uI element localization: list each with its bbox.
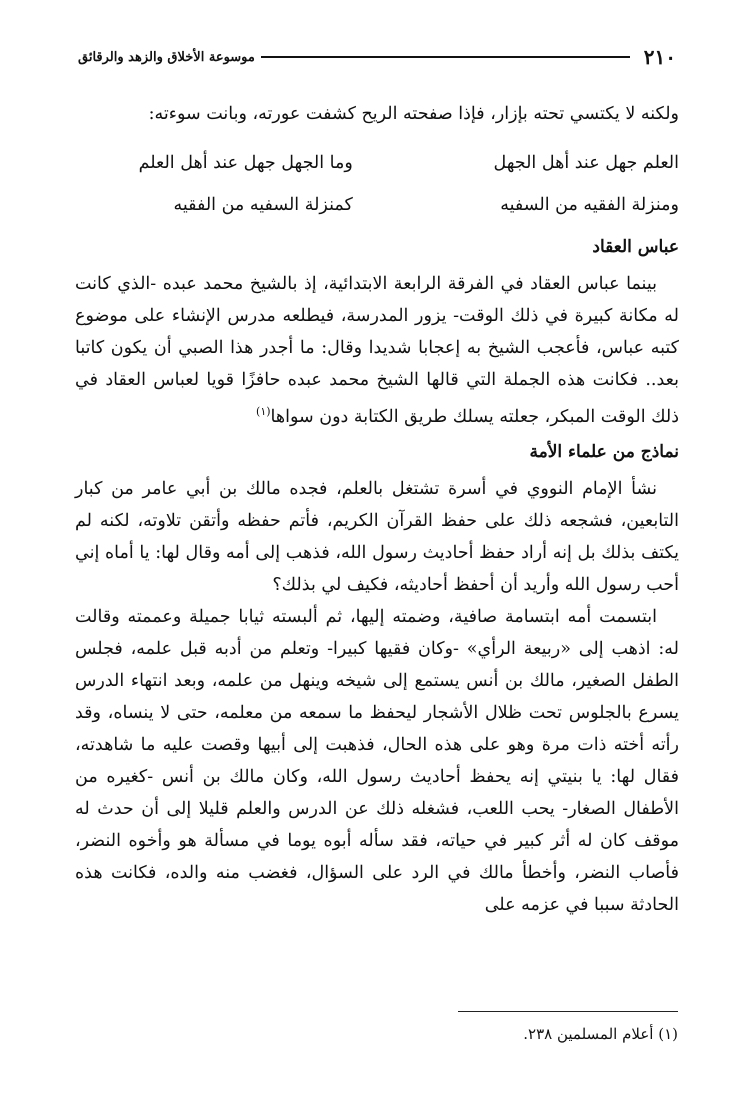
intro-line: ولكنه لا يكتسي تحته بإزار، فإذا صفحته الريح كشفت عورته، وبانت سوءته: (148, 104, 679, 124)
paragraph-aqqad (75, 268, 679, 433)
paragraph-nawawi: نشأ الإمام النووي في أسرة تشتغل بالعلم، فجده مالك بن أبي عامر من كبار التابعين، فشجعه ذلك على حفظ القرآن الكريم، فأتم حفظه وأتقن تلاوته، لكنه لم يكتف بذلك بل إنه أراد حفظ أحاديث رسول الله، فذهب إلى أمه وقال لها: يا أماه إني أحب رسول الله وأريد أن أحفظ أحاديثه، فكيف لي بذلك؟ (75, 478, 679, 595)
page-header (78, 44, 676, 70)
section-title-aqqad: عباس العقاد (592, 237, 679, 257)
paragraph-text: بينما عباس العقاد في الفرقة الرابعة الابتدائية، إذ بالشيخ محمد عبده -الذي كانت له مكانة كبيرة في ذلك الوقت- يزور المدرسة، فيطلعه مدرس الإنشاء على موضوع كتبه عباس، فأعجب الشيخ به إعجابا شديدا وقال: ما أجدر هذا الصبي أن يكون كاتبا بعد.. فكانت هذه الجملة التي قالها الشيخ محمد عبده حافزًا قويا لعباس العقاد في ذلك الوقت المبكر، جعلته يسلك طريق الكتابة دون سواها (75, 274, 679, 427)
footnote-rule (458, 1011, 678, 1012)
paragraph-malik: ابتسمت أمه ابتسامة صافية، وضمته إليها، ثم ألبسته ثيابا جميلة وعممته وقالت له: اذهب إلى «ربيعة الرأي» -وكان فقيها كبيرا- وتعلم من أدبه قبل علمه، فجلس الطفل الصغير، مالك بن أنس يستمع إلى شيخه وينهل من علمه، وبعد انتهاء الدرس يسرع بالجلوس تحت ظلال الأشجار ليحفظ ما سمعه من معلمه، حتى لا ينساه، وقد رأته أخته ذات مرة وهو على هذه الحال، فذهبت إلى أبيها وقصت عليه ما شاهدته، فقال لها: يا بنيتي إنه يحفظ أحاديث رسول الله، وكان مالك بن أنس -كغيره من الأطفال الصغار- يحب اللعب، فشغله ذلك عن الدرس والعلم قليلا إلى أن حدث له موقف كان له أثر كبير في حياته، فقد سأله أبوه يوما في مسألة هو وأخوه النضر، فأصاب النضر، وأخطأ مالك في الرد على السؤال، فغضب منه والده، فكانت هذه الحادثة سببا في عزمه على (75, 606, 679, 915)
verse-left-hemistich: كمنزلة السفيه من الفقيه (173, 195, 353, 215)
page-number: ٢١٠ (643, 45, 676, 69)
section-title-scholars: نماذج من علماء الأمة (529, 441, 679, 462)
footnote: (١) أعلام المسلمين ٢٣٨. (523, 1025, 678, 1043)
book-title: موسوعة الأخلاق والزهد والرقائق (78, 49, 255, 65)
page-body (75, 98, 679, 921)
verse-right-hemistich: ومنزلة الفقيه من السفيه (500, 195, 679, 215)
footnote-marker: (١) (256, 405, 271, 418)
verse-right-hemistich: العلم جهل عند أهل الجهل (493, 153, 679, 173)
verse-left-hemistich: وما الجهل جهل عند أهل العلم (138, 153, 353, 173)
verse-line (75, 142, 679, 184)
header-rule (261, 56, 630, 58)
verse-line (75, 184, 679, 226)
